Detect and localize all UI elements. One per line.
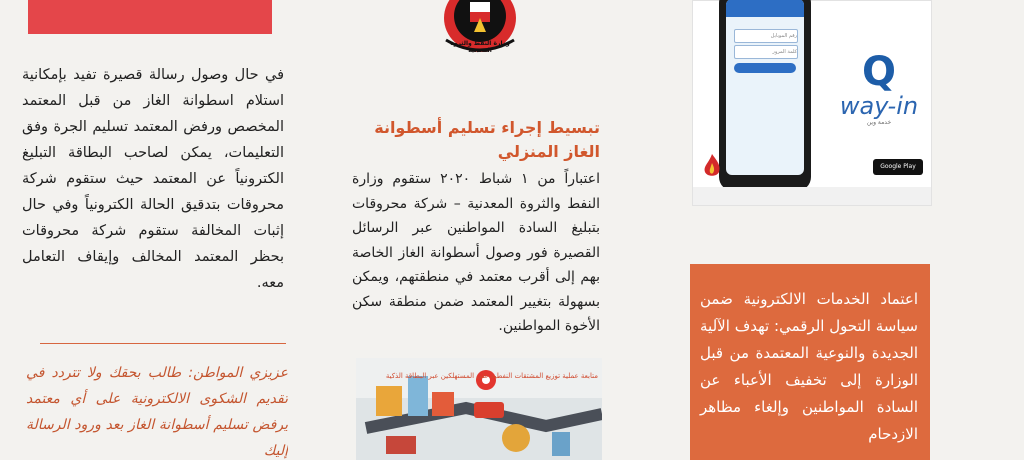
- wayin-subtitle: خدمة وين: [866, 119, 892, 126]
- ministry-logo: [436, 0, 524, 56]
- wayin-name: way-in: [839, 92, 919, 120]
- phone-screen: [726, 0, 804, 175]
- fuel-distribution-infographic: [356, 358, 602, 460]
- citizen-notice: عزيزي المواطن: طالب بحقك ولا تتردد في تقديم الشكوى الالكترونية على أي معتمد يرفض تسليم أسطوانة الغاز بعد ورود الرسالة إليك: [26, 365, 288, 459]
- username-field: رقم الموبايل: [734, 29, 798, 43]
- divider-line: [40, 343, 286, 344]
- google-play-badge: Google Play: [873, 159, 923, 175]
- wayin-app-ad: [692, 0, 932, 206]
- gas-complaint-paragraph: في حال وصول رسالة قصيرة تفيد بإمكانية استلام اسطوانة الغاز من قبل المعتمد المخصص ورفض المعتمد تسليم الجرة وفق التعليمات، يمكن لصاحب البطاقة التبليغ الكترونياً عن المعتمد حيث ستقوم شركة محروقات بتدقيق الحالة الكترونياً وفي حال إثبات المخالفة ستقوم شركة محروقات بحظر المعتمد المخالف وإيقاف التعامل معه.: [22, 67, 284, 291]
- password-field: كلمة المرور: [734, 45, 798, 59]
- article-title: تبسيط إجراء تسليم أسطوانة الغاز المنزلي: [374, 118, 600, 161]
- article-body: اعتباراً من ١ شباط ٢٠٢٠ ستقوم وزارة النفط والثروة المعدنية – شركة محروقات بتبليغ السادة المواطنين عبر الرسائل القصيرة فور وصول أسطوانة الغاز الخاصة بهم إلى أقرب معتمد في منطقتهم، ويمكن بسهولة بتغيير المعتمد ضمن منطقة سكن الأخوة المواطنين.: [352, 171, 600, 334]
- red-header-block: [28, 0, 272, 34]
- digital-services-text: اعتماد الخدمات الالكترونية ضمن سياسة التحول الرقمي: تهدف الآلية الجديدة والنوعية المعتمدة من قبل الوزارة إلى تخفيف الأعباء عن السادة المواطنين وإلغاء مظاهر الازدحام: [700, 290, 918, 443]
- ad-footer: [693, 187, 931, 205]
- wayin-q-icon: Q: [861, 49, 896, 95]
- phone-mockup: [719, 0, 811, 191]
- logo-text: وزارة النفط والثروة المعدنية: [450, 40, 510, 54]
- app-header-bar: [726, 0, 804, 17]
- infographic-caption: متابعة عملية توزيع المشتقات النفطية على المستهلكين عبر البطاقة الذكية: [385, 372, 598, 380]
- login-button: [734, 63, 796, 73]
- wayin-logo: [829, 51, 929, 131]
- flame-icon: [701, 153, 723, 183]
